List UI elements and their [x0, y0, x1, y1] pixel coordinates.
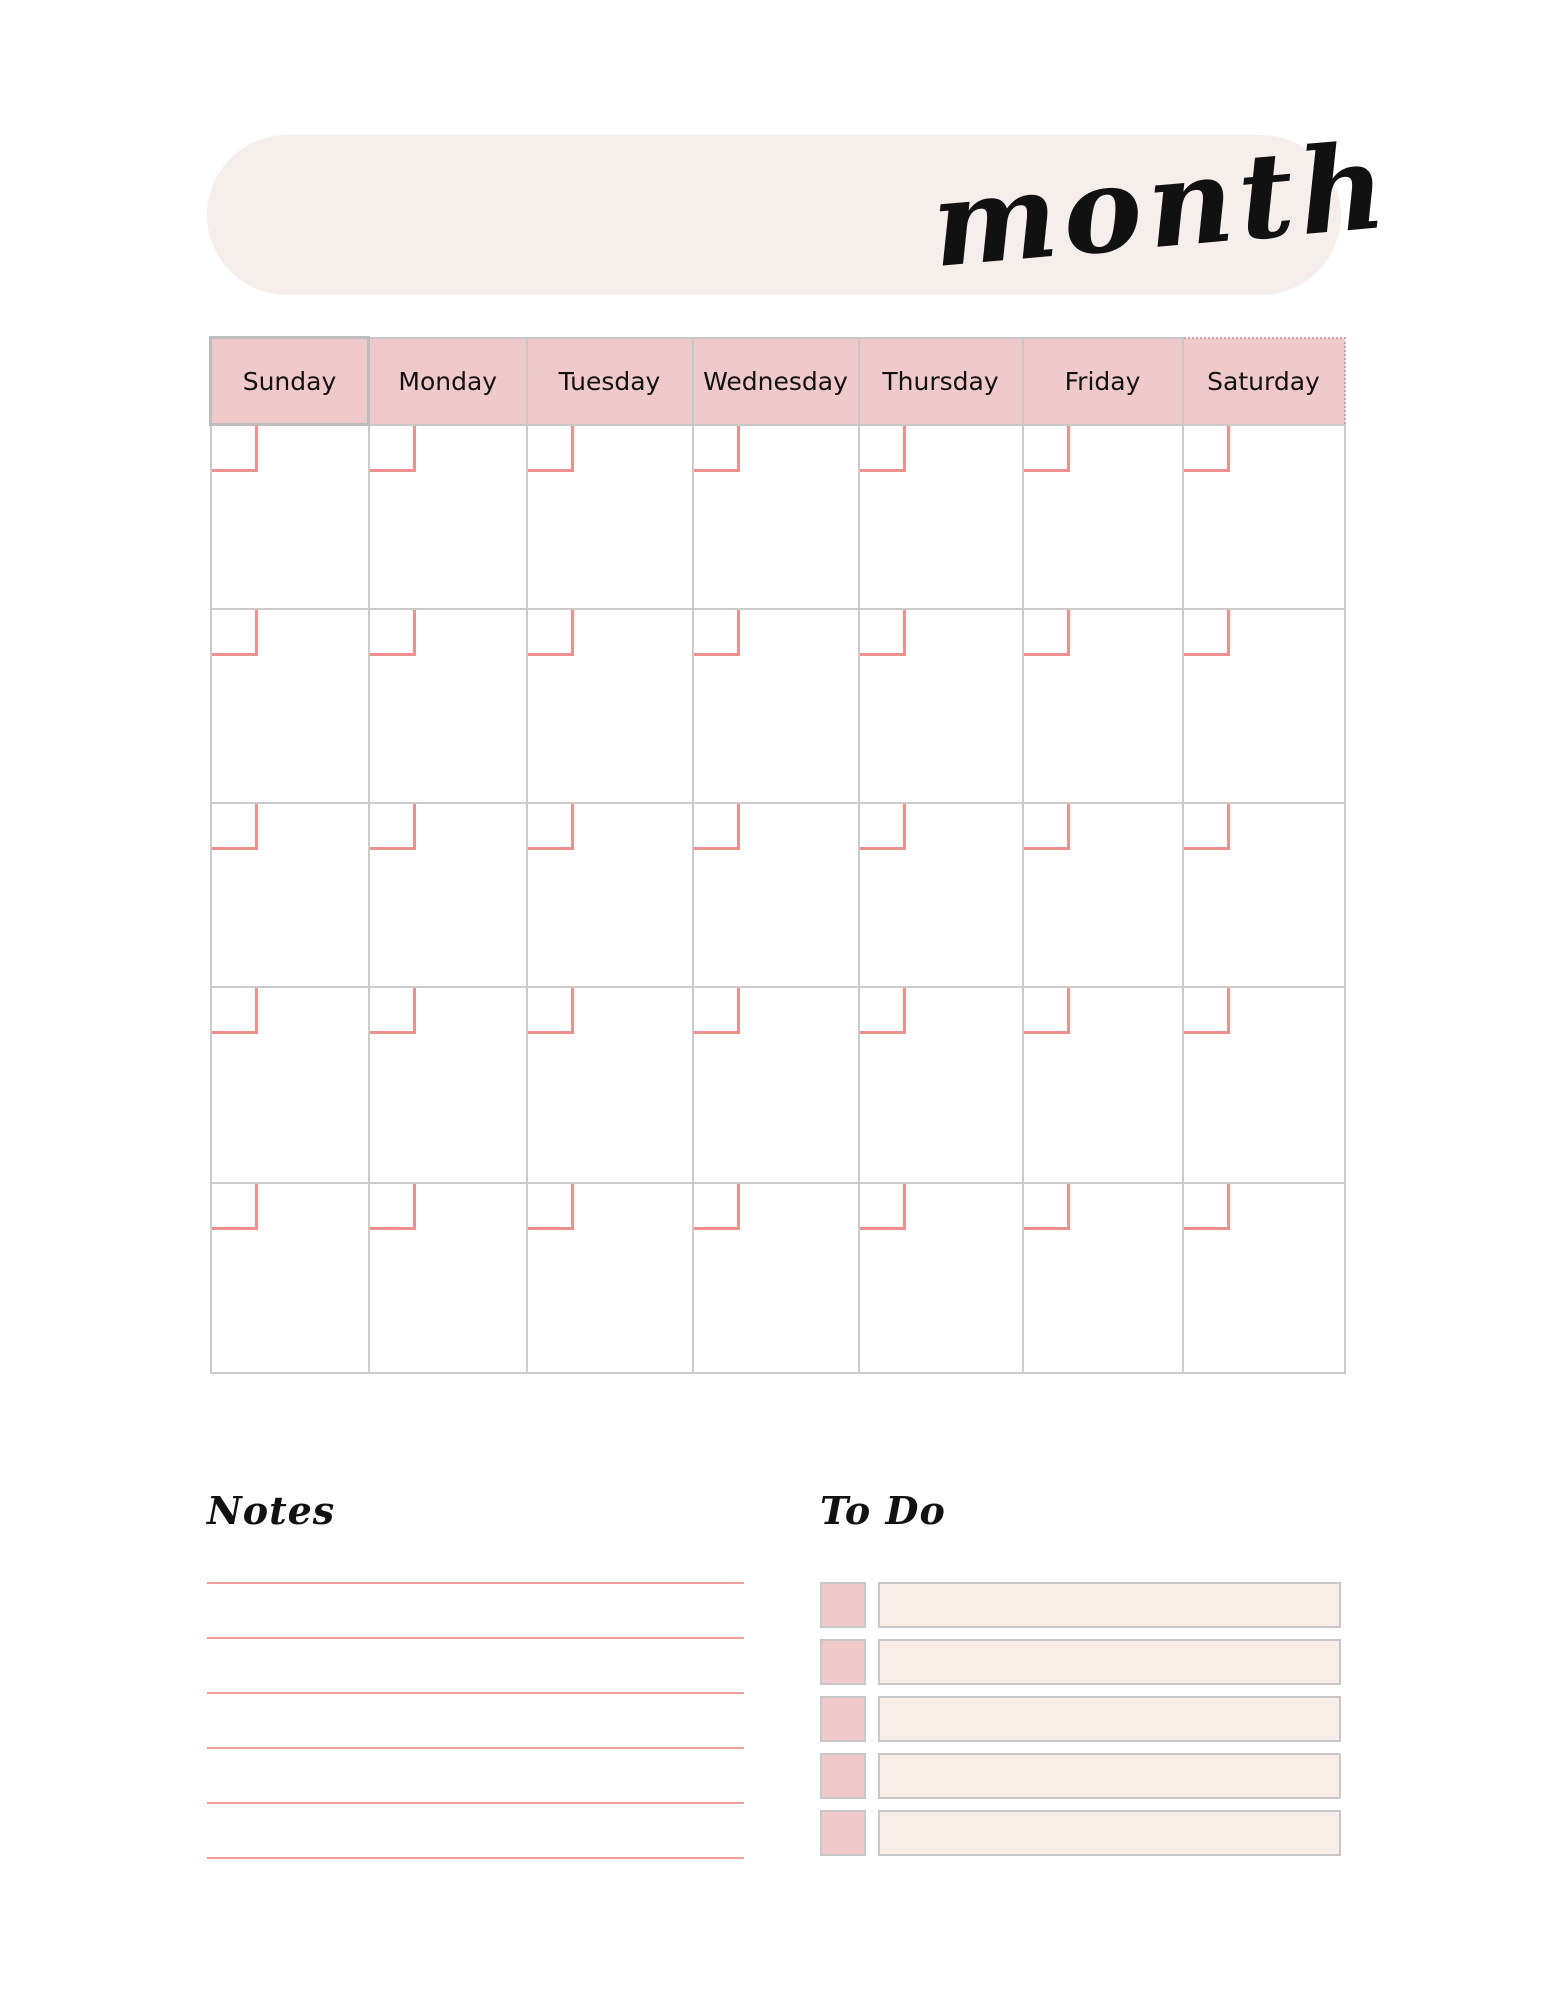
calendar-week-row: [211, 425, 1345, 610]
date-number-box[interactable]: [212, 1184, 258, 1230]
calendar-day-cell[interactable]: [527, 425, 693, 610]
note-line[interactable]: [207, 1582, 744, 1584]
calendar-day-cell[interactable]: [1023, 803, 1183, 987]
date-number-box[interactable]: [1024, 1184, 1070, 1230]
calendar-day-cell[interactable]: [1183, 987, 1345, 1183]
note-line[interactable]: [207, 1857, 744, 1859]
todo-list: [820, 1582, 1341, 1867]
date-number-box[interactable]: [528, 804, 574, 850]
date-number-box[interactable]: [1184, 1184, 1230, 1230]
todo-item: [820, 1639, 1341, 1685]
calendar-day-cell[interactable]: [693, 1183, 859, 1373]
date-number-box[interactable]: [212, 804, 258, 850]
calendar-day-cell[interactable]: [859, 987, 1023, 1183]
calendar-day-cell[interactable]: [693, 987, 859, 1183]
date-number-box[interactable]: [1024, 426, 1070, 472]
calendar-day-cell[interactable]: [211, 803, 369, 987]
date-number-box[interactable]: [1184, 804, 1230, 850]
calendar-day-cell[interactable]: [859, 425, 1023, 610]
date-number-box[interactable]: [694, 804, 740, 850]
todo-item: [820, 1753, 1341, 1799]
weekday-tuesday: Tuesday: [527, 338, 693, 425]
calendar-week-row: [211, 987, 1345, 1183]
date-number-box[interactable]: [528, 426, 574, 472]
calendar-grid: [209, 336, 1346, 1374]
date-number-box[interactable]: [1024, 610, 1070, 656]
calendar-day-cell[interactable]: [369, 803, 527, 987]
todo-text-field[interactable]: [878, 1753, 1341, 1799]
calendar-week-row: [211, 1183, 1345, 1373]
weekday-monday: Monday: [369, 338, 527, 425]
calendar-day-cell[interactable]: [527, 987, 693, 1183]
calendar-day-cell[interactable]: [859, 1183, 1023, 1373]
calendar-week-row: [211, 803, 1345, 987]
weekday-header-row: [211, 338, 1345, 425]
calendar-day-cell[interactable]: [1183, 425, 1345, 610]
calendar-day-cell[interactable]: [527, 803, 693, 987]
calendar-day-cell[interactable]: [693, 803, 859, 987]
note-line[interactable]: [207, 1637, 744, 1639]
calendar-day-cell[interactable]: [369, 425, 527, 610]
calendar-day-cell[interactable]: [1183, 1183, 1345, 1373]
calendar-day-cell[interactable]: [1183, 803, 1345, 987]
note-line[interactable]: [207, 1692, 744, 1694]
date-number-box[interactable]: [860, 988, 906, 1034]
todo-checkbox[interactable]: [820, 1639, 866, 1685]
weekday-sunday: Sunday: [211, 338, 369, 425]
date-number-box[interactable]: [528, 610, 574, 656]
calendar-day-cell[interactable]: [369, 1183, 527, 1373]
date-number-box[interactable]: [860, 610, 906, 656]
calendar-day-cell[interactable]: [693, 425, 859, 610]
notes-lines: [207, 1582, 744, 1912]
weekday-friday: Friday: [1023, 338, 1183, 425]
todo-title: To Do: [820, 1488, 946, 1533]
date-number-box[interactable]: [1184, 988, 1230, 1034]
date-number-box[interactable]: [212, 610, 258, 656]
date-number-box[interactable]: [370, 804, 416, 850]
weekday-thursday: Thursday: [859, 338, 1023, 425]
date-number-box[interactable]: [212, 988, 258, 1034]
todo-checkbox[interactable]: [820, 1753, 866, 1799]
calendar-day-cell[interactable]: [693, 609, 859, 803]
calendar-day-cell[interactable]: [1023, 609, 1183, 803]
date-number-box[interactable]: [370, 426, 416, 472]
date-number-box[interactable]: [212, 426, 258, 472]
date-number-box[interactable]: [694, 426, 740, 472]
date-number-box[interactable]: [1184, 426, 1230, 472]
todo-checkbox[interactable]: [820, 1696, 866, 1742]
calendar-day-cell[interactable]: [527, 609, 693, 803]
todo-item: [820, 1696, 1341, 1742]
date-number-box[interactable]: [1024, 988, 1070, 1034]
calendar-day-cell[interactable]: [1023, 987, 1183, 1183]
date-number-box[interactable]: [370, 988, 416, 1034]
notes-title: Notes: [207, 1488, 336, 1533]
todo-text-field[interactable]: [878, 1582, 1341, 1628]
todo-checkbox[interactable]: [820, 1582, 866, 1628]
date-number-box[interactable]: [1184, 610, 1230, 656]
calendar-week-row: [211, 609, 1345, 803]
date-number-box[interactable]: [1024, 804, 1070, 850]
calendar-day-cell[interactable]: [859, 609, 1023, 803]
date-number-box[interactable]: [694, 610, 740, 656]
todo-checkbox[interactable]: [820, 1810, 866, 1856]
weekday-saturday: Saturday: [1183, 338, 1345, 425]
calendar-day-cell[interactable]: [1023, 1183, 1183, 1373]
date-number-box[interactable]: [694, 988, 740, 1034]
month-title: month: [926, 115, 1397, 295]
todo-text-field[interactable]: [878, 1696, 1341, 1742]
todo-item: [820, 1810, 1341, 1856]
date-number-box[interactable]: [860, 804, 906, 850]
todo-text-field[interactable]: [878, 1810, 1341, 1856]
calendar-day-cell[interactable]: [211, 425, 369, 610]
calendar-day-cell[interactable]: [1183, 609, 1345, 803]
todo-text-field[interactable]: [878, 1639, 1341, 1685]
calendar-day-cell[interactable]: [211, 1183, 369, 1373]
calendar-day-cell[interactable]: [369, 987, 527, 1183]
note-line[interactable]: [207, 1747, 744, 1749]
date-number-box[interactable]: [370, 610, 416, 656]
date-number-box[interactable]: [694, 1184, 740, 1230]
weekday-wednesday: Wednesday: [693, 338, 859, 425]
calendar-day-cell[interactable]: [527, 1183, 693, 1373]
calendar-day-cell[interactable]: [369, 609, 527, 803]
calendar-day-cell[interactable]: [859, 803, 1023, 987]
date-number-box[interactable]: [528, 1184, 574, 1230]
date-number-box[interactable]: [528, 988, 574, 1034]
calendar-day-cell[interactable]: [211, 609, 369, 803]
calendar-day-cell[interactable]: [1023, 425, 1183, 610]
calendar-day-cell[interactable]: [211, 987, 369, 1183]
note-line[interactable]: [207, 1802, 744, 1804]
todo-item: [820, 1582, 1341, 1628]
date-number-box[interactable]: [860, 426, 906, 472]
date-number-box[interactable]: [860, 1184, 906, 1230]
date-number-box[interactable]: [370, 1184, 416, 1230]
